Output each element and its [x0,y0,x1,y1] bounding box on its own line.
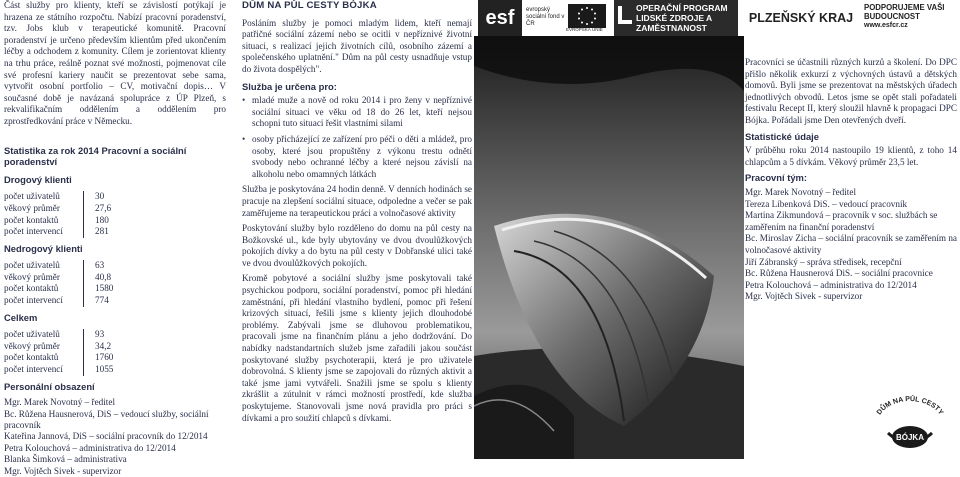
intro-paragraph: Část služby pro klienty, kteří se závislostí potýkají je hrazena ze státního rozpočtu. Nabízí pracovní poradenství, tzv. Jobs klub v terapeutické komunitě. Pracovní poradenství je určeno především klientům před ukončením léčby a odchodem z komunity. Cílem je zorientovat klienty na trhu práce, reálně poznat své možnosti, pojmenovat cíle své profesní kariery naučit se prezentovat sebe sama, vytvořit osobní portfolio – CV, motivační dopis… V současné době je navázaná spolupráce z ÚP Plzeň, s rekvalifikačním oddělením a oddělením pro zprostředkování práce v Německu. [4,0,226,126]
staff-item: Bc. Růžena Hausnerová, DiS – vedoucí služby, sociální pracovník [4,408,209,431]
stat-group-drug [4,174,226,238]
podporujeme-text: PODPORUJEME VAŠI BUDOUCNOST [864,3,945,21]
staff-title: Personální obsazení [4,380,95,392]
stat-row [4,226,226,238]
stat-value: 1055 [95,364,114,375]
stat-value: 27,6 [95,202,112,213]
stat-value: 63 [95,260,105,271]
team-item: Martina Zikmundová – pracovník v soc. službách se zaměřením na finanční poradenství [745,210,938,232]
stat-group-title: Drogový klienti [4,173,72,185]
stat-label: počet uživatelů [4,329,60,340]
stat-row [4,329,226,341]
paragraph: Služba je poskytována 24 hodin denně. V denních hodinách se pracuje na zlepšení sociální situace, odpoledne a večer se pak zaměřujeme na terapeutickou práci a volnočasové aktivity [242,184,472,218]
eu-flag-icon [568,4,606,28]
statistics-title: Statistika za rok 2014 Pracovní a sociální poradenství [4,144,187,168]
stat-group-title: Nedrogový klienti [4,242,83,254]
stat-value: 1760 [95,352,114,363]
section-title: DŮM NA PŮL CESTY BÓJKA [242,0,377,11]
stat-row [4,283,226,295]
mission-paragraph: Posláním služby je pomoci mladým lidem, kteří nemají patřičné sociální zázemí nebo se ocitli v nepříznivé životní situaci, s realizací jejich životních cílů, osobního zázemí a společenského uplatnění." Dům na půl cesty usnadňuje vstup do života dospělých". [242,17,472,74]
paragraph: Kromě pobytové a sociální služby jsme poskytovali také psychickou podporu, sociální poradenství, pomoc při hledání zaměstnání, při hledání vlastního bydlení, pomoc při řešení krizových situací, řešili jsme s klienty jejich dlouhodobé problémy. Zabývali jsme se dluhovou problematikou, pracovali jsme na finančním plánu a jeho dodržování. Do nabídky nadstandartních služeb jsme zařadili jakou součást poskytované služby psychoterapii, která je pro uživatele dobrovolná. S klienty jsme se zapojovali do různých aktivit a také jsme jami vytvářeli. Snažili jsme se spolu s klienty zkrášlit a zútulnit v rámci možností prostředí, kde služba poskytujeme. Stanovovali jsme nová pravidla pro práci s dívkami a pro soužití chlapců s dívkami. [242,273,472,423]
stat-row [4,341,226,353]
staff-item: Mgr. Marek Novotný – ředitel [4,397,115,408]
stat-group-nondrug [4,243,226,307]
stat-label: počet intervencí [4,364,63,375]
team-title: Pracovní tým: [745,172,807,184]
stat-label: počet intervencí [4,226,63,237]
team-list [745,187,957,303]
stat-row [4,191,226,203]
stat-label: věkový průměr [4,202,60,213]
staff-item: Petra Kolouchová – administrativa do 12/2014 [4,442,176,453]
boat-photo [474,36,744,459]
stat-group-title: Celkem [4,311,38,323]
eu-label: EVROPSKÁ UNIE [566,27,603,32]
staff-list [4,397,226,477]
team-item: Mgr. Marek Novotný – ředitel [745,186,856,197]
paragraph: Poskytování služby bylo rozděleno do domu na půl cesty na Božkovské ul., kde byly ubytovány ve dvou dvoulůžkových pokojích dívky a do bytu na půl cesty v Dobřanské ulici také ve dvou dvoulůžkových pokojích. [242,223,472,268]
stat-row [4,352,226,364]
stat-label: věkový průměr [4,340,60,351]
stat-value: 40,8 [95,271,112,282]
stat-value: 34,2 [95,340,112,351]
stat-row [4,215,226,227]
stat-value: 93 [95,329,105,340]
stat-title: Statistické údaje [745,130,819,142]
staff-item: Mgr. Vojtěch Sivek - supervizor [4,465,122,476]
stat-label: počet kontaktů [4,352,59,363]
stat-value: 774 [95,295,109,306]
stat-label: věkový průměr [4,271,60,282]
stamp-name: BÓJKA [895,433,925,442]
stat-row [4,272,226,284]
team-item: Bc. Miroslav Zicha – sociální pracovník se zaměřením na volnočasové aktivity [745,233,958,255]
esf-fund-label: evropský sociální fond v ČR [526,7,565,27]
column-left [4,0,226,477]
bojka-stamp-logo [870,395,950,455]
oplz-text: OPERAČNÍ PROGRAM LIDSKÉ ZDROJE A ZAMĚSTNANOST [636,3,728,33]
oplz-logo [614,0,738,36]
team-item: Jiří Zábranský – správa středisek, recepční [745,256,902,267]
stat-row [4,364,226,376]
stat-row [4,203,226,215]
stat-row [4,295,226,307]
list-item: • mladé muže a nově od roku 2014 i pro ženy v nepříznivé sociální situaci ve věku od 18 do 26 let, kteří nejsou schopni tuto situaci řešit vlastními silami [242,95,472,130]
column-middle [242,0,472,428]
stat-label: počet kontaktů [4,214,59,225]
team-item: Tereza Líbenková DiS. – vedoucí pracovník [745,198,908,209]
podporujeme-logo [864,0,958,36]
logo-strip [478,0,960,36]
staff-item: Kateřina Jannová, DiS – sociální pracovník do 12/2014 [4,431,208,442]
team-item: Mgr. Vojtěch Sivek - supervizor [745,291,863,302]
team-item: Bc. Růžena Hausnerová DiS. – sociální pracovnice [745,268,933,279]
stat-label: počet intervencí [4,295,63,306]
stat-row [4,260,226,272]
stat-value: 281 [95,226,109,237]
stat-label: počet kontaktů [4,283,59,294]
plzensky-kraj-logo: PLZEŇSKÝ KRAJ [748,11,854,25]
team-item: Petra Kolouchová – administrativa do 12/2014 [745,279,917,290]
esf-logo: esf [478,0,522,36]
target-group-title: Služba je určena pro: [242,80,337,92]
stat-value: 30 [95,191,105,202]
target-group-list [242,95,472,180]
paragraph: Pracovníci se účastnili různých kurzů a školení. Do DPC přišlo několik exkurzí z výchovných ústavů a dětských domovů. Byli jsme se prezentovat na městských úřadech jednotlivých obvodů. Letos jsme se opět stali pořadateli festivalu Recept II, který sloužil hlavně k propagaci DPC Bójka. Pořádali jsme Den otevřených dveří. [745,57,957,125]
stat-value: 1580 [95,283,114,294]
list-item: • osoby přicházející ze zařízení pro péči o děti a mládež, pro osoby, které jsou propuštěny z výkonu trestu odnětí svobody nebo ochranné léčby a které nejsou závislí na alkoholu nebo omamných látkách [242,134,472,180]
column-right [745,57,957,303]
stat-paragraph: V průběhu roku 2014 nastoupilo 19 klientů, z toho 14 chlapcům a 5 dívkám. Věkový průměr 23,5 let. [745,145,957,167]
staff-item: Blanka Šimková – administrativa [4,454,127,465]
stat-label: počet uživatelů [4,191,60,202]
stat-value: 180 [95,214,109,225]
stamp-arc-text: DŮM NA PŮL CESTY [875,395,945,417]
stat-group-total [4,312,226,376]
esf-url: www.esfcr.cz [864,22,908,29]
stat-label: počet uživatelů [4,260,60,271]
